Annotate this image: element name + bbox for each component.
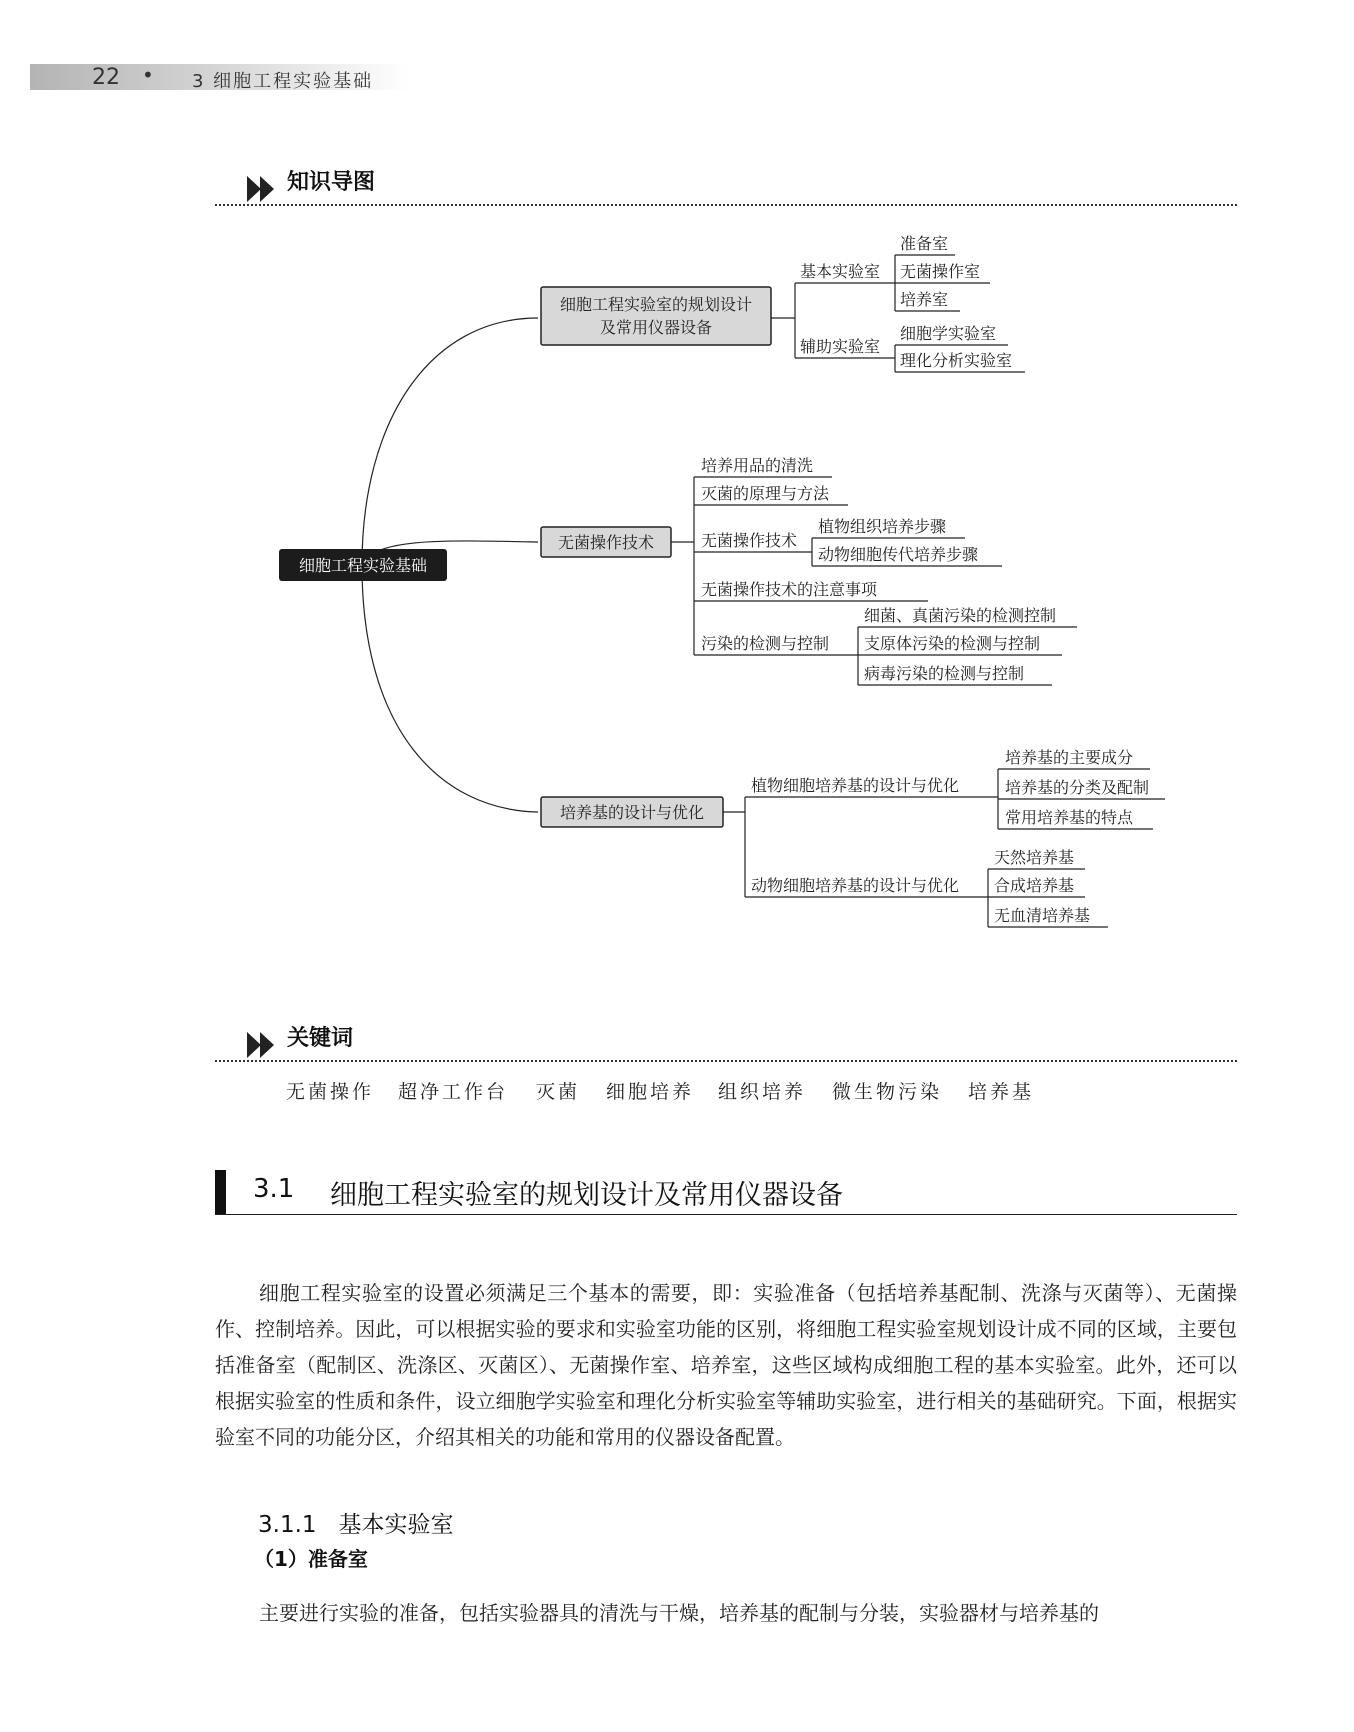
branch2-node <box>541 527 671 557</box>
root-label: 细胞工程实验基础 <box>298 556 428 575</box>
keywords-heading: 关键词 <box>287 1026 354 1051</box>
contam-child-3: 病毒污染的检测与控制 <box>864 664 1025 683</box>
section-title <box>215 1170 1237 1215</box>
branch2-label: 无菌操作技术 <box>557 533 655 552</box>
mindmap-heading: 知识导图 <box>287 170 376 195</box>
keyword: 细胞培养 <box>606 1081 695 1103</box>
item-heading: （1）准备室 <box>254 1547 368 1571</box>
aux-lab-label: 辅助实验室 <box>800 337 881 356</box>
branch2-child-5: 污染的检测与控制 <box>701 634 830 653</box>
basic-child-1: 准备室 <box>900 234 949 253</box>
aux-child-1: 细胞学实验室 <box>900 324 997 343</box>
plant-medium-label: 植物细胞培养基的设计与优化 <box>751 776 960 795</box>
plant-child-3: 常用培养基的特点 <box>1005 808 1134 827</box>
plant-child-1: 培养基的主要成分 <box>1005 748 1134 767</box>
keyword-list <box>286 1077 1186 1109</box>
keyword: 灭菌 <box>536 1081 581 1103</box>
basic-child-3: 培养室 <box>900 290 949 309</box>
animal-medium-label: 动物细胞培养基的设计与优化 <box>751 876 960 895</box>
basic-child-2: 无菌操作室 <box>900 262 981 281</box>
branch1-node <box>541 287 771 345</box>
subsection-heading: 基本实验室 <box>338 1512 454 1538</box>
keyword: 微生物污染 <box>832 1081 943 1103</box>
branch1-label-line1: 细胞工程实验室的规划设计 <box>559 295 753 314</box>
branch3-node <box>541 797 723 827</box>
contam-child-1: 细菌、真菌污染的检测控制 <box>864 606 1057 625</box>
keyword: 组织培养 <box>718 1081 807 1103</box>
keyword: 培养基 <box>968 1081 1035 1103</box>
branch2-child-1: 培养用品的清洗 <box>701 456 814 475</box>
branch2-child-2: 灭菌的原理与方法 <box>701 484 830 503</box>
subsection-title <box>258 1506 454 1539</box>
intro-paragraph: 细胞工程实验室的设置必须满足三个基本的需要，即：实验准备（包括培养基配制、洗涤与灭菌等）、无菌操作、控制培养。因此，可以根据实验的要求和实验室功能的区别，将细胞工程实验室规划设计成不同的区域，主要包括准备室（配制区、洗涤区、灭菌区）、无菌操作室、培养室，这些区域构成细胞工程的基本实验室。此外，还可以根据实验室的性质和条件，设立细胞学实验室和理化分析实验室等辅助实验室，进行相关的基础研究。下面，根据实验室不同的功能分区，介绍其相关的功能和常用的仪器设备配置。 <box>215 1281 1237 1449</box>
keywords-heading-band <box>215 1028 1237 1062</box>
chapter-title: 3 细胞工程实验基础 <box>192 71 374 92</box>
contam-child-2: 支原体污染的检测与控制 <box>864 634 1041 653</box>
section-number: 3.1 <box>253 1174 295 1204</box>
animal-child-2: 合成培养基 <box>994 876 1075 895</box>
branch1-label-line2: 及常用仪器设备 <box>599 318 713 337</box>
double-arrow-icon <box>247 1032 277 1058</box>
tech-child-2: 动物细胞传代培养步骤 <box>818 545 979 564</box>
branch2-child-4: 无菌操作技术的注意事项 <box>701 580 878 599</box>
basic-lab-label: 基本实验室 <box>800 262 881 281</box>
root-node <box>279 549 447 581</box>
branch3-label: 培养基的设计与优化 <box>559 803 705 822</box>
subsection-number: 3.1.1 <box>258 1512 317 1538</box>
branch2-child-3: 无菌操作技术 <box>701 531 798 550</box>
animal-child-1: 天然培养基 <box>994 848 1075 867</box>
aux-child-2: 理化分析实验室 <box>900 351 1013 370</box>
keyword: 无菌操作 <box>286 1081 375 1103</box>
page-number: 22 <box>92 65 120 90</box>
keyword: 超净工作台 <box>398 1081 509 1103</box>
section-marker <box>215 1170 226 1214</box>
dotted-rule <box>215 1060 1237 1062</box>
header-separator: • <box>142 63 154 87</box>
tech-child-1: 植物组织培养步骤 <box>818 517 947 536</box>
section-heading: 细胞工程实验室的规划设计及常用仪器设备 <box>330 1180 843 1211</box>
plant-child-2: 培养基的分类及配制 <box>1005 778 1150 797</box>
animal-child-3: 无血清培养基 <box>994 906 1091 925</box>
item-paragraph: 主要进行实验的准备，包括实验器具的清洗与干燥，培养基的配制与分装，实验器材与培养基的 <box>259 1601 1099 1625</box>
